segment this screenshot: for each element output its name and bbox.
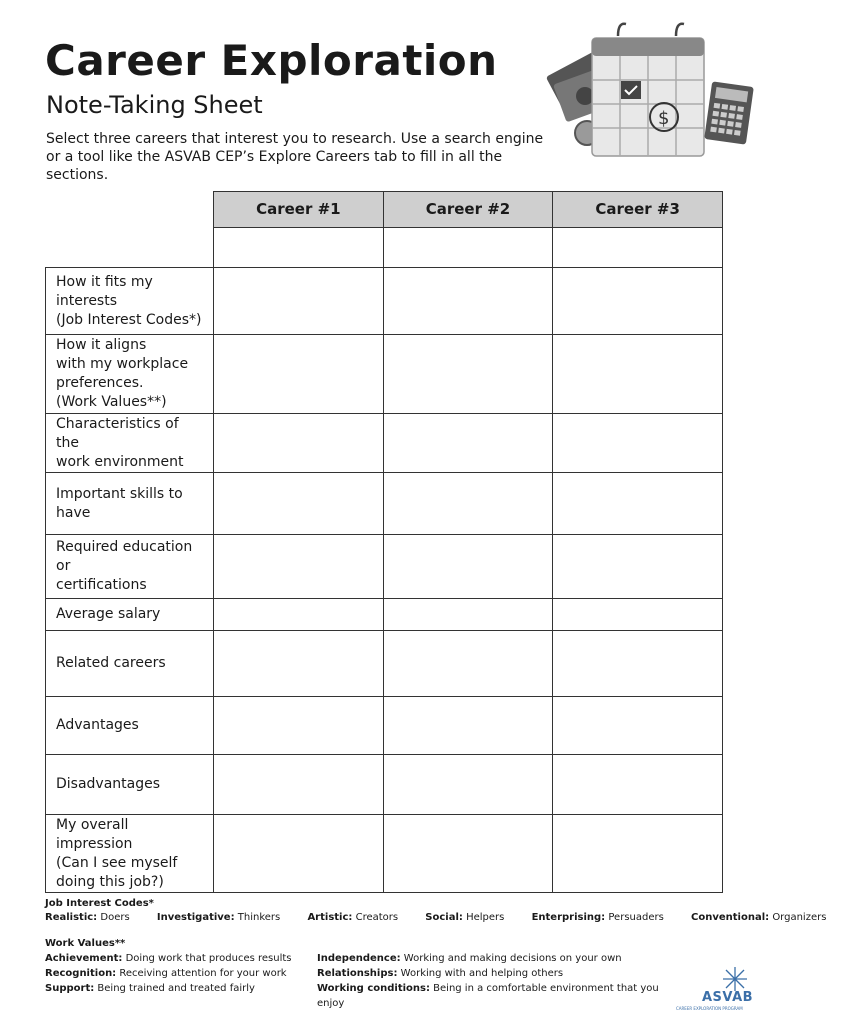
career-name-input-1[interactable] — [214, 228, 384, 268]
legend-item: Support: Being trained and treated fairly — [45, 983, 255, 994]
row-label-related-careers: Related careers — [46, 631, 214, 697]
table-corner — [46, 192, 214, 228]
table-cell[interactable] — [383, 631, 553, 697]
table-cell[interactable] — [214, 599, 384, 631]
row-label-environment: Characteristics of the work environment — [46, 414, 214, 473]
page-title: Career Exploration — [45, 36, 498, 85]
table-corner — [46, 228, 214, 268]
table-cell[interactable] — [214, 631, 384, 697]
row-label-overall-impression: My overall impression (Can I see myself doing this job?) — [46, 815, 214, 893]
checkmark-icon — [621, 81, 641, 99]
table-cell[interactable] — [553, 414, 723, 473]
legend-item: Investigative: Thinkers — [156, 912, 281, 923]
table-cell[interactable] — [214, 535, 384, 599]
logo-tagline: CAREER EXPLORATION PROGRAM — [676, 1006, 743, 1011]
table-cell[interactable] — [383, 599, 553, 631]
legend-item: Artistic: Creators — [307, 912, 399, 923]
header-illustration — [540, 18, 755, 163]
interest-codes-heading: Job Interest Codes* — [45, 898, 154, 909]
row-label-salary: Average salary — [46, 599, 214, 631]
column-header-career-3: Career #3 — [553, 192, 723, 228]
row-label-interests: How it fits my interests (Job Interest Codes*) — [46, 268, 214, 335]
column-header-career-2: Career #2 — [383, 192, 553, 228]
calendar-icon — [592, 24, 704, 156]
table-cell[interactable] — [383, 815, 553, 893]
intro-text: Select three careers that interest you to research. Use a search engine or a tool like the ASVAB CEP’s Explore Careers tab to fill in all the sections. — [46, 131, 544, 183]
table-cell[interactable] — [214, 414, 384, 473]
row-label-work-values: How it aligns with my workplace preferences. (Work Values**) — [46, 335, 214, 414]
table-cell[interactable] — [383, 268, 553, 335]
table-cell[interactable] — [553, 599, 723, 631]
legend-item: Recognition: Receiving attention for your work — [45, 968, 287, 979]
interest-codes-legend — [45, 898, 827, 923]
table-cell[interactable] — [383, 335, 553, 414]
star-burst-icon — [720, 965, 750, 993]
table-cell[interactable] — [383, 414, 553, 473]
legend-item: Independence: Working and making decisions on your own — [317, 953, 622, 964]
svg-text:$: $ — [658, 108, 670, 129]
row-label-education: Required education or certifications — [46, 535, 214, 599]
table-cell[interactable] — [553, 697, 723, 755]
page-subtitle: Note-Taking Sheet — [46, 91, 263, 119]
asvab-logo — [672, 965, 752, 1015]
column-header-career-1: Career #1 — [214, 192, 384, 228]
row-label-advantages: Advantages — [46, 697, 214, 755]
table-cell[interactable] — [553, 631, 723, 697]
logo-text: ASVAB — [702, 990, 754, 1005]
legend-item: Relationships: Working with and helping others — [317, 968, 564, 979]
table-cell[interactable] — [214, 697, 384, 755]
legend-item: Social: Helpers — [425, 912, 505, 923]
table-cell[interactable] — [383, 473, 553, 535]
table-cell[interactable] — [553, 755, 723, 815]
career-notes-table — [45, 191, 723, 893]
table-cell[interactable] — [553, 815, 723, 893]
work-values-legend — [45, 938, 745, 1011]
career-name-input-2[interactable] — [383, 228, 553, 268]
work-values-heading: Work Values** — [45, 938, 126, 949]
table-cell[interactable] — [214, 473, 384, 535]
table-cell[interactable] — [383, 755, 553, 815]
table-cell[interactable] — [383, 697, 553, 755]
row-label-disadvantages: Disadvantages — [46, 755, 214, 815]
table-cell[interactable] — [214, 335, 384, 414]
table-cell[interactable] — [553, 335, 723, 414]
legend-item: Realistic: Doers — [45, 912, 130, 923]
table-cell[interactable] — [553, 535, 723, 599]
table-cell[interactable] — [214, 268, 384, 335]
table-cell[interactable] — [553, 268, 723, 335]
career-name-input-3[interactable] — [553, 228, 723, 268]
legend-item: Working conditions: Being in a comfortable environment that you enjoy — [317, 983, 659, 1009]
calculator-icon — [704, 81, 754, 144]
table-cell[interactable] — [553, 473, 723, 535]
row-label-skills: Important skills to have — [46, 473, 214, 535]
legend-item: Conventional: Organizers — [691, 912, 827, 923]
table-cell[interactable] — [214, 755, 384, 815]
table-cell[interactable] — [383, 535, 553, 599]
table-cell[interactable] — [214, 815, 384, 893]
legend-item: Achievement: Doing work that produces results — [45, 953, 292, 964]
legend-item: Enterprising: Persuaders — [531, 912, 664, 923]
